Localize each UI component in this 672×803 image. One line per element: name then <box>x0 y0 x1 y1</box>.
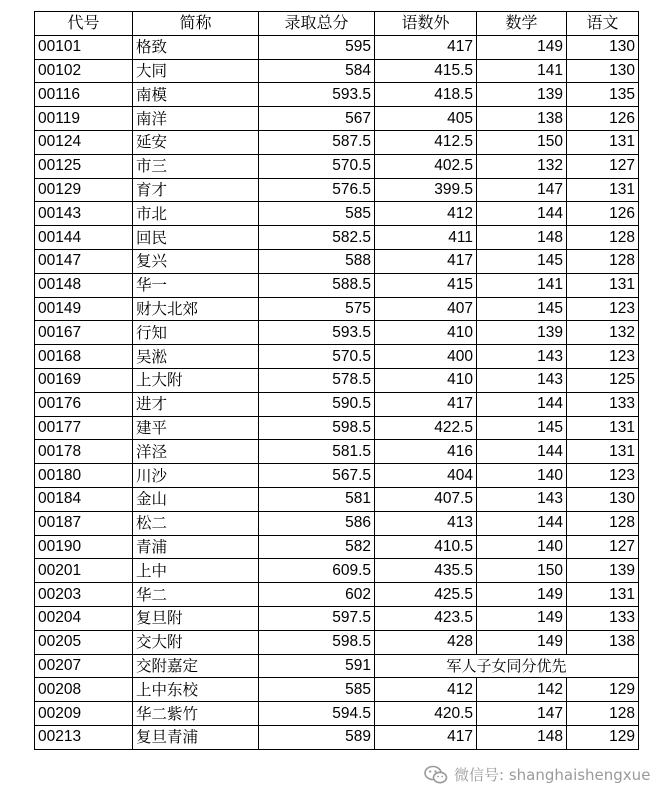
chinese-math-english-cell: 435.5 <box>375 559 477 583</box>
table-row <box>35 226 639 250</box>
chinese-math-english-cell: 400 <box>375 345 477 369</box>
chinese-math-english-cell: 411 <box>375 226 477 250</box>
math-score-cell: 132 <box>477 154 567 178</box>
chinese-math-english-cell: 415 <box>375 273 477 297</box>
chinese-math-english-cell: 405 <box>375 107 477 131</box>
chinese-score-cell: 131 <box>567 440 639 464</box>
math-score-cell: 140 <box>477 464 567 488</box>
chinese-math-english-cell: 412 <box>375 678 477 702</box>
math-score-cell: 139 <box>477 321 567 345</box>
math-score-cell: 149 <box>477 583 567 607</box>
chinese-score-cell: 132 <box>567 321 639 345</box>
chinese-score-cell: 131 <box>567 130 639 154</box>
chinese-score-cell: 131 <box>567 273 639 297</box>
table-row <box>35 487 639 511</box>
chinese-score-cell: 131 <box>567 178 639 202</box>
school-name-cell: 川沙 <box>133 464 259 488</box>
chinese-score-cell: 127 <box>567 535 639 559</box>
chinese-score-cell: 131 <box>567 416 639 440</box>
school-name-cell: 格致 <box>133 35 259 59</box>
chinese-math-english-cell: 422.5 <box>375 416 477 440</box>
school-name-cell: 进才 <box>133 392 259 416</box>
chinese-score-cell: 130 <box>567 35 639 59</box>
chinese-score-cell: 133 <box>567 392 639 416</box>
school-name-cell: 延安 <box>133 130 259 154</box>
school-name-cell: 市三 <box>133 154 259 178</box>
school-code-cell: 00208 <box>35 678 133 702</box>
chinese-math-english-cell: 410.5 <box>375 535 477 559</box>
school-code-cell: 00207 <box>35 654 133 678</box>
math-score-cell: 145 <box>477 416 567 440</box>
table-row <box>35 559 639 583</box>
chinese-math-english-cell: 423.5 <box>375 606 477 630</box>
school-code-cell: 00149 <box>35 297 133 321</box>
table-row <box>35 678 639 702</box>
total-score-cell: 582 <box>259 535 375 559</box>
total-score-cell: 588 <box>259 249 375 273</box>
math-score-cell: 148 <box>477 226 567 250</box>
math-score-cell: 149 <box>477 630 567 654</box>
table-row <box>35 35 639 59</box>
chinese-score-cell: 130 <box>567 59 639 83</box>
table-row <box>35 725 639 749</box>
table-row <box>35 249 639 273</box>
math-score-cell: 141 <box>477 273 567 297</box>
school-name-cell: 洋泾 <box>133 440 259 464</box>
table-row <box>35 178 639 202</box>
watermark-text: 微信号: shanghaishengxue <box>454 766 651 784</box>
table-header-row <box>35 12 639 36</box>
table-row <box>35 630 639 654</box>
school-name-cell: 建平 <box>133 416 259 440</box>
math-score-cell: 144 <box>477 511 567 535</box>
math-score-cell: 149 <box>477 35 567 59</box>
school-name-cell: 松二 <box>133 511 259 535</box>
total-score-cell: 575 <box>259 297 375 321</box>
school-name-cell: 财大北郊 <box>133 297 259 321</box>
school-code-cell: 00180 <box>35 464 133 488</box>
total-score-cell: 590.5 <box>259 392 375 416</box>
table-row <box>35 130 639 154</box>
total-score-cell: 598.5 <box>259 416 375 440</box>
school-name-cell: 上大附 <box>133 368 259 392</box>
math-score-cell: 147 <box>477 178 567 202</box>
school-name-cell: 南模 <box>133 83 259 107</box>
total-score-cell: 567.5 <box>259 464 375 488</box>
math-score-cell: 150 <box>477 130 567 154</box>
math-score-cell: 148 <box>477 725 567 749</box>
school-name-cell: 华一 <box>133 273 259 297</box>
table-row <box>35 440 639 464</box>
math-score-cell: 145 <box>477 249 567 273</box>
chinese-score-cell: 133 <box>567 606 639 630</box>
school-code-cell: 00101 <box>35 35 133 59</box>
math-score-cell: 143 <box>477 345 567 369</box>
school-code-cell: 00204 <box>35 606 133 630</box>
total-score-cell: 585 <box>259 678 375 702</box>
total-score-cell: 584 <box>259 59 375 83</box>
school-code-cell: 00125 <box>35 154 133 178</box>
total-score-cell: 576.5 <box>259 178 375 202</box>
total-score-cell: 588.5 <box>259 273 375 297</box>
header-chinese: 语文 <box>567 12 639 36</box>
chinese-score-cell: 131 <box>567 583 639 607</box>
total-score-cell: 595 <box>259 35 375 59</box>
school-name-cell: 育才 <box>133 178 259 202</box>
chinese-math-english-cell: 410 <box>375 321 477 345</box>
chinese-math-english-cell: 425.5 <box>375 583 477 607</box>
chinese-score-cell: 128 <box>567 249 639 273</box>
total-score-cell: 581.5 <box>259 440 375 464</box>
chinese-score-cell: 128 <box>567 511 639 535</box>
school-name-cell: 回民 <box>133 226 259 250</box>
table-row <box>35 59 639 83</box>
school-name-cell: 上中东校 <box>133 678 259 702</box>
school-name-cell: 上中 <box>133 559 259 583</box>
total-score-cell: 593.5 <box>259 83 375 107</box>
school-code-cell: 00144 <box>35 226 133 250</box>
table-row <box>35 535 639 559</box>
table-row <box>35 297 639 321</box>
chinese-math-english-cell: 417 <box>375 725 477 749</box>
math-score-cell: 143 <box>477 487 567 511</box>
table-row <box>35 702 639 726</box>
table-row <box>35 606 639 630</box>
school-name-cell: 华二 <box>133 583 259 607</box>
chinese-math-english-cell: 416 <box>375 440 477 464</box>
total-score-cell: 585 <box>259 202 375 226</box>
total-score-cell: 578.5 <box>259 368 375 392</box>
school-code-cell: 00184 <box>35 487 133 511</box>
school-code-cell: 00209 <box>35 702 133 726</box>
chinese-score-cell: 138 <box>567 630 639 654</box>
school-name-cell: 大同 <box>133 59 259 83</box>
school-code-cell: 00102 <box>35 59 133 83</box>
chinese-math-english-cell: 412 <box>375 202 477 226</box>
school-code-cell: 00129 <box>35 178 133 202</box>
watermark <box>424 764 650 785</box>
chinese-math-english-cell: 410 <box>375 368 477 392</box>
school-code-cell: 00177 <box>35 416 133 440</box>
chinese-math-english-cell: 417 <box>375 35 477 59</box>
school-name-cell: 华二紫竹 <box>133 702 259 726</box>
table-row <box>35 416 639 440</box>
chinese-math-english-cell: 413 <box>375 511 477 535</box>
math-score-cell: 147 <box>477 702 567 726</box>
school-name-cell: 复兴 <box>133 249 259 273</box>
chinese-score-cell: 126 <box>567 202 639 226</box>
table-row <box>35 107 639 131</box>
school-code-cell: 00178 <box>35 440 133 464</box>
school-name-cell: 南洋 <box>133 107 259 131</box>
table-row <box>35 83 639 107</box>
school-code-cell: 00169 <box>35 368 133 392</box>
total-score-cell: 587.5 <box>259 130 375 154</box>
header-name: 简称 <box>133 12 259 36</box>
school-name-cell: 交附嘉定 <box>133 654 259 678</box>
total-score-cell: 609.5 <box>259 559 375 583</box>
header-chinese-math-english: 语数外 <box>375 12 477 36</box>
table-row <box>35 321 639 345</box>
math-score-cell: 143 <box>477 368 567 392</box>
table-row <box>35 464 639 488</box>
note-cell: 军人子女同分优先 <box>375 654 639 678</box>
chinese-math-english-cell: 415.5 <box>375 59 477 83</box>
total-score-cell: 589 <box>259 725 375 749</box>
math-score-cell: 139 <box>477 83 567 107</box>
chinese-math-english-cell: 404 <box>375 464 477 488</box>
school-name-cell: 青浦 <box>133 535 259 559</box>
math-score-cell: 144 <box>477 440 567 464</box>
math-score-cell: 141 <box>477 59 567 83</box>
header-total: 录取总分 <box>259 12 375 36</box>
total-score-cell: 582.5 <box>259 226 375 250</box>
total-score-cell: 581 <box>259 487 375 511</box>
math-score-cell: 145 <box>477 297 567 321</box>
chinese-math-english-cell: 428 <box>375 630 477 654</box>
school-code-cell: 00124 <box>35 130 133 154</box>
wechat-icon <box>424 765 448 785</box>
math-score-cell: 140 <box>477 535 567 559</box>
chinese-score-cell: 127 <box>567 154 639 178</box>
table-row <box>35 273 639 297</box>
school-code-cell: 00119 <box>35 107 133 131</box>
chinese-score-cell: 128 <box>567 702 639 726</box>
total-score-cell: 598.5 <box>259 630 375 654</box>
chinese-math-english-cell: 417 <box>375 249 477 273</box>
chinese-score-cell: 126 <box>567 107 639 131</box>
school-name-cell: 行知 <box>133 321 259 345</box>
table-row <box>35 654 639 678</box>
school-code-cell: 00168 <box>35 345 133 369</box>
math-score-cell: 138 <box>477 107 567 131</box>
school-code-cell: 00187 <box>35 511 133 535</box>
school-name-cell: 复旦附 <box>133 606 259 630</box>
school-code-cell: 00143 <box>35 202 133 226</box>
school-code-cell: 00116 <box>35 83 133 107</box>
math-score-cell: 142 <box>477 678 567 702</box>
chinese-math-english-cell: 402.5 <box>375 154 477 178</box>
chinese-score-cell: 125 <box>567 368 639 392</box>
school-code-cell: 00213 <box>35 725 133 749</box>
chinese-math-english-cell: 418.5 <box>375 83 477 107</box>
total-score-cell: 586 <box>259 511 375 535</box>
school-code-cell: 00205 <box>35 630 133 654</box>
chinese-math-english-cell: 412.5 <box>375 130 477 154</box>
chinese-score-cell: 123 <box>567 297 639 321</box>
school-code-cell: 00190 <box>35 535 133 559</box>
table-row <box>35 511 639 535</box>
total-score-cell: 570.5 <box>259 345 375 369</box>
school-code-cell: 00147 <box>35 249 133 273</box>
math-score-cell: 144 <box>477 392 567 416</box>
math-score-cell: 150 <box>477 559 567 583</box>
chinese-score-cell: 129 <box>567 678 639 702</box>
header-code: 代号 <box>35 12 133 36</box>
total-score-cell: 567 <box>259 107 375 131</box>
chinese-score-cell: 123 <box>567 345 639 369</box>
school-code-cell: 00167 <box>35 321 133 345</box>
chinese-math-english-cell: 399.5 <box>375 178 477 202</box>
math-score-cell: 144 <box>477 202 567 226</box>
table-row <box>35 154 639 178</box>
chinese-math-english-cell: 407.5 <box>375 487 477 511</box>
school-name-cell: 交大附 <box>133 630 259 654</box>
total-score-cell: 591 <box>259 654 375 678</box>
school-name-cell: 金山 <box>133 487 259 511</box>
chinese-score-cell: 139 <box>567 559 639 583</box>
chinese-math-english-cell: 407 <box>375 297 477 321</box>
chinese-score-cell: 130 <box>567 487 639 511</box>
table-row <box>35 583 639 607</box>
school-name-cell: 吴淞 <box>133 345 259 369</box>
school-name-cell: 市北 <box>133 202 259 226</box>
chinese-math-english-cell: 417 <box>375 392 477 416</box>
table-row <box>35 345 639 369</box>
school-code-cell: 00203 <box>35 583 133 607</box>
chinese-score-cell: 135 <box>567 83 639 107</box>
math-score-cell: 149 <box>477 606 567 630</box>
school-code-cell: 00201 <box>35 559 133 583</box>
total-score-cell: 593.5 <box>259 321 375 345</box>
table-row <box>35 392 639 416</box>
table-row <box>35 368 639 392</box>
total-score-cell: 597.5 <box>259 606 375 630</box>
school-code-cell: 00176 <box>35 392 133 416</box>
school-code-cell: 00148 <box>35 273 133 297</box>
chinese-score-cell: 123 <box>567 464 639 488</box>
header-math: 数学 <box>477 12 567 36</box>
school-name-cell: 复旦青浦 <box>133 725 259 749</box>
chinese-score-cell: 128 <box>567 226 639 250</box>
admission-scores-table <box>34 11 639 750</box>
total-score-cell: 570.5 <box>259 154 375 178</box>
total-score-cell: 602 <box>259 583 375 607</box>
chinese-math-english-cell: 420.5 <box>375 702 477 726</box>
total-score-cell: 594.5 <box>259 702 375 726</box>
table-row <box>35 202 639 226</box>
chinese-score-cell: 129 <box>567 725 639 749</box>
